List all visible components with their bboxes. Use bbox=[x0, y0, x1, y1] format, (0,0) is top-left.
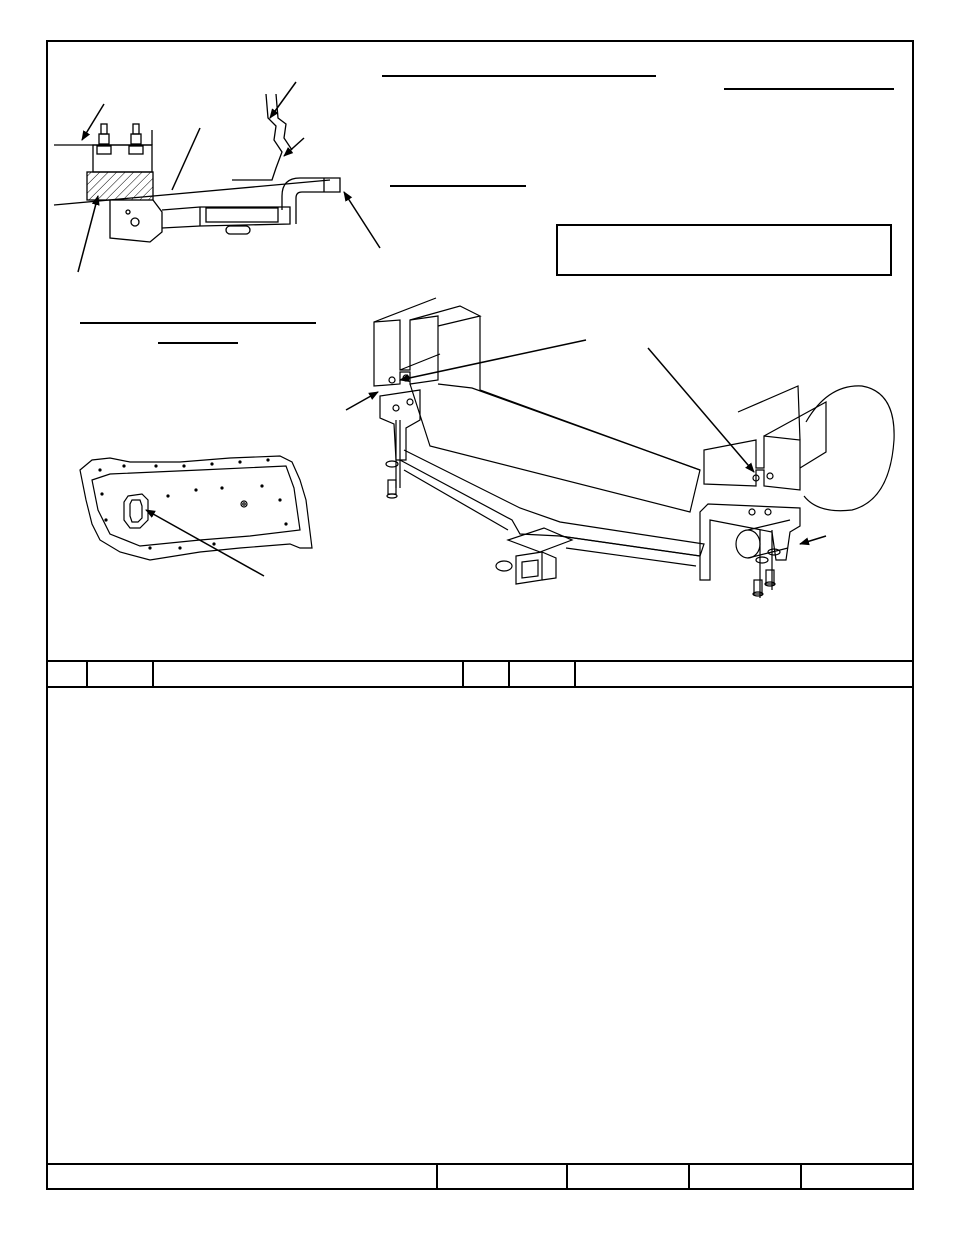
frame-rail-view bbox=[80, 456, 312, 560]
title-block-cell-3 bbox=[568, 1165, 690, 1190]
header-cell-qty-2 bbox=[510, 662, 576, 686]
muffler bbox=[804, 386, 894, 511]
bolt-icon bbox=[97, 124, 143, 154]
header-cell-qty bbox=[88, 662, 154, 686]
title-block-cell-4 bbox=[690, 1165, 802, 1190]
title-block-cell-2 bbox=[438, 1165, 568, 1190]
title-block-cell-1 bbox=[46, 1165, 438, 1190]
header-cell-item bbox=[46, 662, 88, 686]
frame-slot bbox=[124, 494, 148, 528]
hitch-assembly-view bbox=[374, 298, 894, 598]
spacer-block bbox=[87, 172, 153, 200]
leader-arrows bbox=[78, 82, 826, 576]
header-cell-item-2 bbox=[464, 662, 510, 686]
header-cell-description bbox=[154, 662, 464, 686]
nut-icon bbox=[389, 375, 773, 481]
parts-table-header bbox=[46, 660, 914, 688]
title-block bbox=[46, 1163, 914, 1190]
